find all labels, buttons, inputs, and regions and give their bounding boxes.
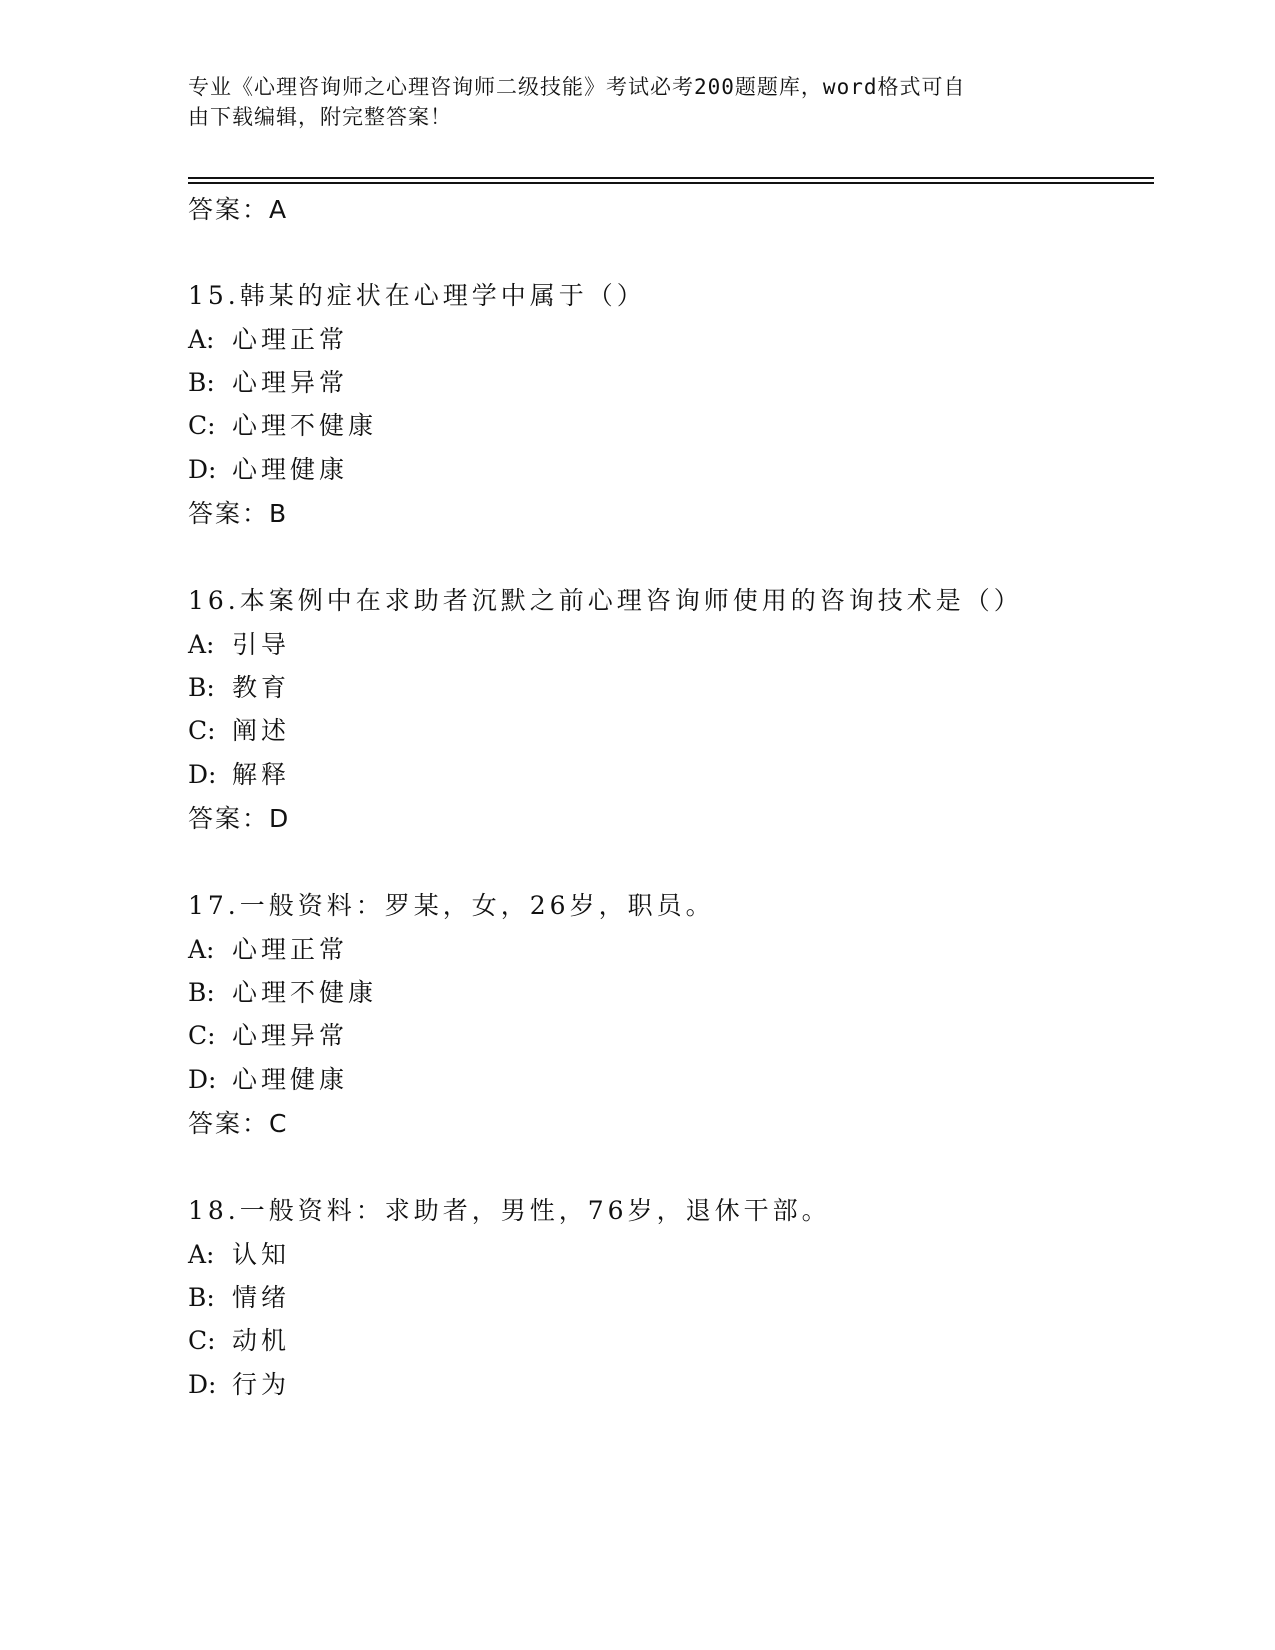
question-17-option-c bbox=[188, 1016, 348, 1052]
option-text: 阐述 bbox=[232, 716, 291, 745]
header-divider-top bbox=[188, 177, 1154, 179]
option-text: 心理不健康 bbox=[232, 411, 378, 440]
option-key: B: bbox=[188, 978, 215, 1007]
option-text: 引导 bbox=[232, 630, 291, 659]
option-text: 动机 bbox=[232, 1326, 291, 1355]
option-key: B: bbox=[188, 673, 215, 702]
option-key: C: bbox=[188, 411, 216, 440]
option-key: A: bbox=[188, 935, 215, 964]
option-key: C: bbox=[188, 716, 216, 745]
option-key: B: bbox=[188, 1283, 215, 1312]
question-17-option-a bbox=[188, 930, 348, 966]
question-15-option-c bbox=[188, 406, 377, 442]
option-text: 心理不健康 bbox=[232, 978, 378, 1007]
question-16-option-d bbox=[188, 755, 290, 791]
header-line-1: 专业《心理咨询师之心理咨询师二级技能》考试必考200题题库，word格式可自 bbox=[188, 75, 966, 99]
option-key: D: bbox=[188, 455, 217, 484]
option-text: 行为 bbox=[232, 1370, 291, 1399]
option-text: 情绪 bbox=[232, 1283, 291, 1312]
option-text: 认知 bbox=[232, 1240, 291, 1269]
question-16-text: 16.本案例中在求助者沉默之前心理咨询师使用的咨询技术是（） bbox=[188, 586, 1023, 615]
question-18-text: 18.一般资料：求助者，男性，76岁，退休干部。 bbox=[188, 1196, 831, 1225]
option-text: 心理异常 bbox=[232, 368, 349, 397]
option-text: 教育 bbox=[232, 673, 291, 702]
question-18-option-d bbox=[188, 1365, 290, 1401]
option-text: 心理健康 bbox=[232, 455, 349, 484]
header-line-2: 由下载编辑，附完整答案！ bbox=[188, 105, 452, 129]
question-18-option-a bbox=[188, 1235, 290, 1271]
question-16-option-c bbox=[188, 711, 290, 747]
option-key: D: bbox=[188, 760, 217, 789]
question-15-option-a bbox=[188, 320, 348, 356]
question-16-option-a bbox=[188, 625, 290, 661]
question-15-option-d bbox=[188, 450, 348, 486]
option-text: 心理健康 bbox=[232, 1065, 349, 1094]
option-key: C: bbox=[188, 1021, 216, 1050]
answer-line: 答案：A bbox=[188, 195, 289, 224]
option-key: C: bbox=[188, 1326, 216, 1355]
header-divider-bottom bbox=[188, 182, 1154, 184]
question-15-answer: 答案：B bbox=[188, 499, 289, 528]
document-header bbox=[188, 72, 1068, 132]
option-key: B: bbox=[188, 368, 215, 397]
question-16-answer: 答案：D bbox=[188, 804, 291, 833]
question-17-text: 17.一般资料：罗某，女，26岁，职员。 bbox=[188, 891, 715, 920]
question-18-option-b bbox=[188, 1278, 290, 1314]
question-15-option-b bbox=[188, 363, 348, 399]
option-text: 心理正常 bbox=[232, 325, 349, 354]
option-key: A: bbox=[188, 1240, 215, 1269]
question-17-option-d bbox=[188, 1060, 348, 1096]
question-17-option-b bbox=[188, 973, 377, 1009]
option-text: 心理异常 bbox=[232, 1021, 349, 1050]
question-17-answer: 答案：C bbox=[188, 1109, 289, 1138]
option-key: A: bbox=[188, 325, 215, 354]
option-text: 解释 bbox=[232, 760, 291, 789]
question-15-text: 15.韩某的症状在心理学中属于（） bbox=[188, 281, 646, 310]
question-18-option-c bbox=[188, 1321, 290, 1357]
question-16-option-b bbox=[188, 668, 290, 704]
option-key: D: bbox=[188, 1370, 217, 1399]
option-text: 心理正常 bbox=[232, 935, 349, 964]
option-key: D: bbox=[188, 1065, 217, 1094]
option-key: A: bbox=[188, 630, 215, 659]
